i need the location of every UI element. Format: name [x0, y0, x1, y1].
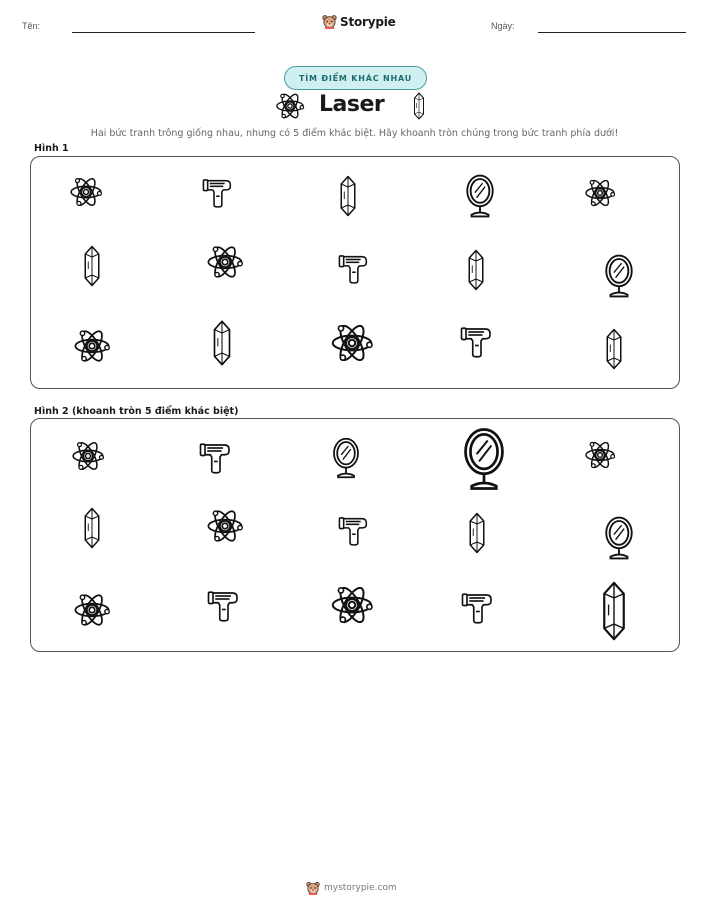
- instructions: Hai bức tranh trông giống nhau, nhưng có 5 điểm khác biệt. Hãy khoanh tròn chúng trong bức tranh phía dưới!: [90, 128, 619, 139]
- crystal-icon: [413, 92, 425, 120]
- picture1-panel: [30, 156, 680, 389]
- atom-icon[interactable]: [69, 175, 103, 209]
- mirror-icon[interactable]: [463, 173, 497, 219]
- barcode-scanner-icon[interactable]: [202, 175, 236, 209]
- barcode-scanner-icon[interactable]: [199, 439, 235, 475]
- crystal-icon[interactable]: [339, 173, 357, 219]
- picture1-label: Hình 1: [34, 143, 69, 154]
- date-line[interactable]: [538, 32, 686, 33]
- mirror-icon[interactable]: [330, 435, 362, 481]
- atom-icon[interactable]: [206, 243, 244, 281]
- worksheet-badge: TÌM ĐIỂM KHÁC NHAU: [284, 66, 427, 90]
- atom-icon[interactable]: [330, 583, 374, 627]
- crystal-icon[interactable]: [212, 319, 232, 367]
- date-label: Ngày:: [491, 21, 515, 31]
- mirror-icon[interactable]: [459, 427, 509, 491]
- atom-icon[interactable]: [71, 439, 105, 473]
- name-label: Tên:: [22, 21, 41, 31]
- brand-name: Storypie: [340, 14, 396, 29]
- picture2-panel: [30, 418, 680, 652]
- barcode-scanner-icon[interactable]: [207, 585, 243, 625]
- atom-icon[interactable]: [584, 177, 616, 209]
- atom-icon: [275, 91, 305, 121]
- atom-icon[interactable]: [73, 591, 111, 629]
- barcode-scanner-icon[interactable]: [460, 323, 496, 359]
- barcode-scanner-icon[interactable]: [461, 587, 497, 627]
- brand-logo: [322, 14, 396, 29]
- atom-icon[interactable]: [206, 507, 244, 545]
- picture2-label: Hình 2 (khoanh tròn 5 điểm khác biệt): [34, 406, 239, 417]
- mirror-icon[interactable]: [602, 253, 636, 299]
- footer: [306, 881, 397, 895]
- page-title: Laser: [319, 92, 385, 117]
- barcode-scanner-icon[interactable]: [338, 513, 372, 547]
- footer-url[interactable]: mystorypie.com: [324, 883, 397, 893]
- crystal-icon[interactable]: [468, 509, 486, 557]
- atom-icon[interactable]: [330, 321, 374, 365]
- name-line[interactable]: [72, 32, 255, 33]
- atom-icon[interactable]: [584, 439, 616, 471]
- crystal-icon[interactable]: [83, 243, 101, 289]
- crystal-icon[interactable]: [605, 325, 623, 373]
- bear-icon: [306, 881, 320, 895]
- atom-icon[interactable]: [73, 327, 111, 365]
- barcode-scanner-icon[interactable]: [338, 251, 372, 285]
- crystal-icon[interactable]: [601, 577, 627, 645]
- crystal-icon[interactable]: [83, 505, 101, 551]
- bear-icon: [322, 14, 337, 29]
- crystal-icon[interactable]: [467, 245, 485, 295]
- mirror-icon[interactable]: [602, 515, 636, 561]
